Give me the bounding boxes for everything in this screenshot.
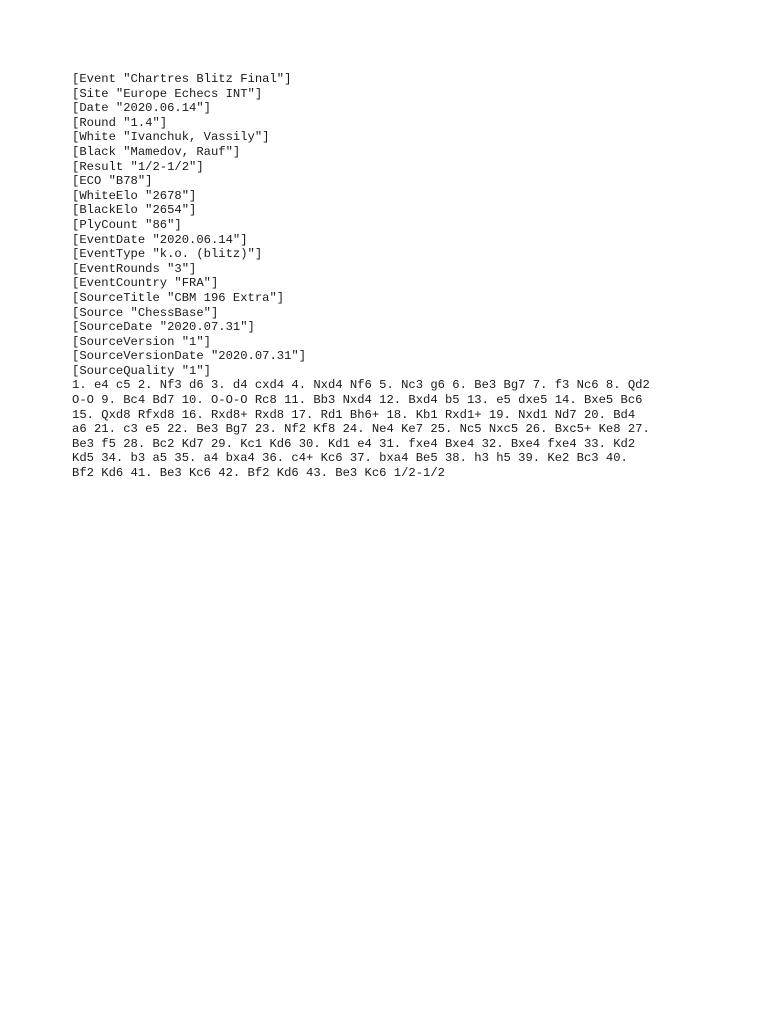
movetext-line: 1. e4 c5 2. Nf3 d6 3. d4 cxd4 4. Nxd4 Nf6 5. Nc3 g6 6. Be3 Bg7 7. f3 Nc6 8. Qd2 (72, 378, 650, 393)
header-source-version-date: [SourceVersionDate "2020.07.31"] (72, 349, 307, 364)
movetext-line: 15. Qxd8 Rfxd8 16. Rxd8+ Rxd8 17. Rd1 Bh6+ 18. Kb1 Rxd1+ 19. Nxd1 Nd7 20. Bd4 (72, 407, 636, 422)
header-source: [Source "ChessBase"] (72, 305, 219, 320)
header-eco: [ECO "B78"] (72, 174, 153, 189)
header-site: [Site "Europe Echecs INT"] (72, 86, 263, 101)
header-black: [Black "Mamedov, Rauf"] (72, 144, 241, 159)
header-source-date: [SourceDate "2020.07.31"] (72, 320, 255, 335)
movetext-line: Bf2 Kd6 41. Be3 Kc6 42. Bf2 Kd6 43. Be3 Kc6 1/2-1/2 (72, 466, 445, 481)
header-black-elo: [BlackElo "2654"] (72, 203, 197, 218)
header-source-title: [SourceTitle "CBM 196 Extra"] (72, 290, 285, 305)
movetext-line: O-O 9. Bc4 Bd7 10. O-O-O Rc8 11. Bb3 Nxd4 12. Bxd4 b5 13. e5 dxe5 14. Bxe5 Bc6 (72, 393, 643, 408)
header-white: [White "Ivanchuk, Vassily"] (72, 130, 270, 145)
movetext-line: Be3 f5 28. Bc2 Kd7 29. Kc1 Kd6 30. Kd1 e4 31. fxe4 Bxe4 32. Bxe4 fxe4 33. Kd2 (72, 436, 636, 451)
header-result: [Result "1/2-1/2"] (72, 159, 204, 174)
movetext-line: Kd5 34. b3 a5 35. a4 bxa4 36. c4+ Kc6 37. bxa4 Be5 38. h3 h5 39. Ke2 Bc3 40. (72, 451, 628, 466)
header-white-elo: [WhiteElo "2678"] (72, 188, 197, 203)
header-source-quality: [SourceQuality "1"] (72, 363, 211, 378)
header-event-rounds: [EventRounds "3"] (72, 261, 197, 276)
movetext-line: a6 21. c3 e5 22. Be3 Bg7 23. Nf2 Kf8 24. Ne4 Ke7 25. Nc5 Nxc5 26. Bxc5+ Ke8 27. (72, 422, 650, 437)
pgn-header-block (72, 72, 692, 378)
header-event-date: [EventDate "2020.06.14"] (72, 232, 248, 247)
header-event-country: [EventCountry "FRA"] (72, 276, 219, 291)
header-event: [Event "Chartres Blitz Final"] (72, 72, 292, 86)
header-round: [Round "1.4"] (72, 115, 168, 130)
header-source-version: [SourceVersion "1"] (72, 334, 211, 349)
pgn-document (72, 72, 692, 481)
pgn-movetext (72, 378, 672, 480)
header-ply-count: [PlyCount "86"] (72, 217, 182, 232)
header-date: [Date "2020.06.14"] (72, 101, 211, 116)
header-event-type: [EventType "k.o. (blitz)"] (72, 247, 263, 262)
